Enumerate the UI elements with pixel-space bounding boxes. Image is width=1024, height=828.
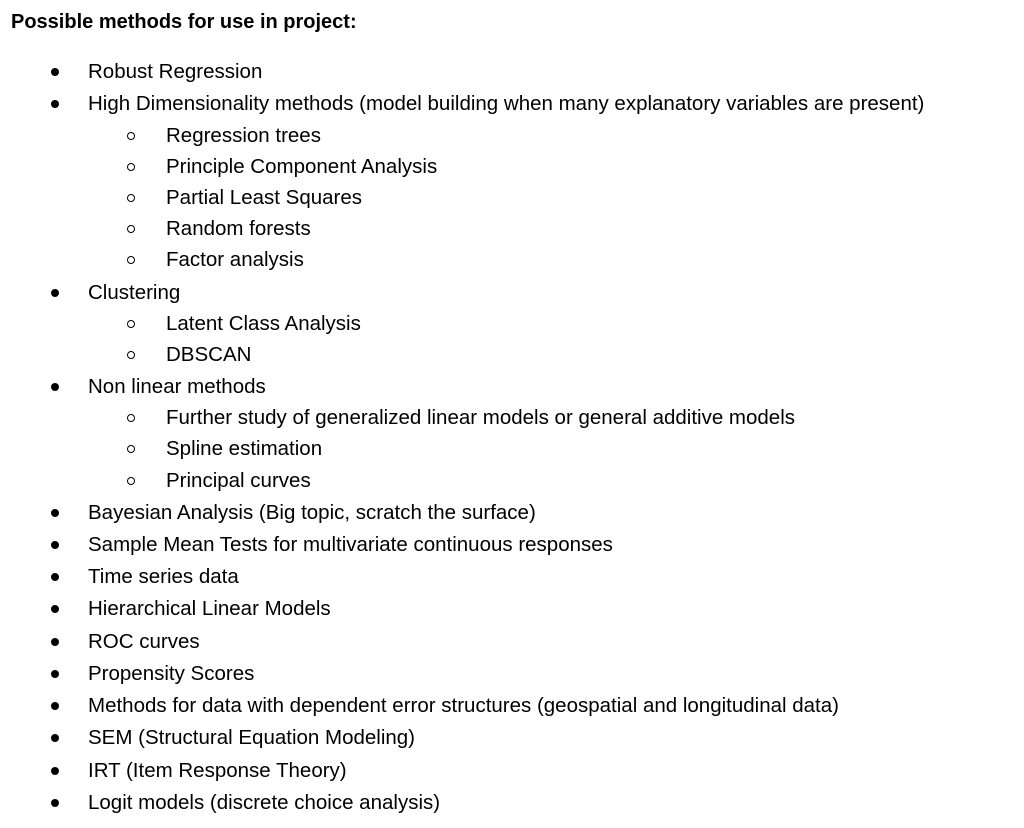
list-item-label: IRT (Item Response Theory) [88, 759, 347, 782]
hollow-bullet-icon [127, 351, 135, 359]
list-item-label: Methods for data with dependent error structures (geospatial and longitudinal data) [88, 694, 839, 717]
list-item-label: Robust Regression [88, 60, 263, 83]
sub-list-item-label: Random forests [166, 217, 311, 240]
hollow-bullet-icon [127, 320, 135, 328]
hollow-bullet-icon [127, 225, 135, 233]
hollow-bullet-icon [127, 445, 135, 453]
sub-list-item-label: Factor analysis [166, 248, 304, 271]
hollow-bullet-icon [127, 256, 135, 264]
bullet-icon [51, 734, 59, 742]
list-item-label: Hierarchical Linear Models [88, 597, 331, 620]
list-item-label: Propensity Scores [88, 662, 255, 685]
list-item-label: Logit models (discrete choice analysis) [88, 791, 441, 814]
bullet-icon [51, 68, 59, 76]
hollow-bullet-icon [127, 194, 135, 202]
sub-list-item-label: DBSCAN [166, 343, 252, 366]
list-item-label: ROC curves [88, 630, 200, 653]
list-item-label: SEM (Structural Equation Modeling) [88, 726, 416, 749]
list-item-label: Sample Mean Tests for multivariate continuous responses [88, 533, 613, 556]
page-title: Possible methods for use in project: [11, 11, 357, 33]
bullet-icon [51, 100, 59, 108]
bullet-icon [51, 702, 59, 710]
list-item-label: Clustering [88, 281, 181, 304]
list-item-label: Time series data [88, 565, 239, 588]
bullet-icon [51, 289, 59, 297]
bullet-icon [51, 383, 59, 391]
hollow-bullet-icon [127, 132, 135, 140]
sub-list-item-label: Spline estimation [166, 437, 323, 460]
bullet-icon [51, 509, 59, 517]
bullet-icon [51, 541, 59, 549]
sub-list-item-label: Further study of generalized linear models or general additive models [166, 406, 796, 429]
bullet-icon [51, 670, 59, 678]
bullet-icon [51, 573, 59, 581]
bullet-icon [51, 638, 59, 646]
sub-list-item-label: Latent Class Analysis [166, 312, 361, 335]
bullet-icon [51, 767, 59, 775]
bullet-icon [51, 799, 59, 807]
list-item-label: Bayesian Analysis (Big topic, scratch the surface) [88, 501, 536, 524]
sub-list-item-label: Principle Component Analysis [166, 155, 438, 178]
hollow-bullet-icon [127, 414, 135, 422]
hollow-bullet-icon [127, 477, 135, 485]
hollow-bullet-icon [127, 163, 135, 171]
list-item-label: High Dimensionality methods (model building when many explanatory variables are present) [88, 92, 925, 115]
sub-list-item-label: Partial Least Squares [166, 186, 363, 209]
list-item-label: Non linear methods [88, 375, 266, 398]
sub-list-item-label: Principal curves [166, 469, 311, 492]
bullet-icon [51, 605, 59, 613]
sub-list-item-label: Regression trees [166, 124, 321, 147]
